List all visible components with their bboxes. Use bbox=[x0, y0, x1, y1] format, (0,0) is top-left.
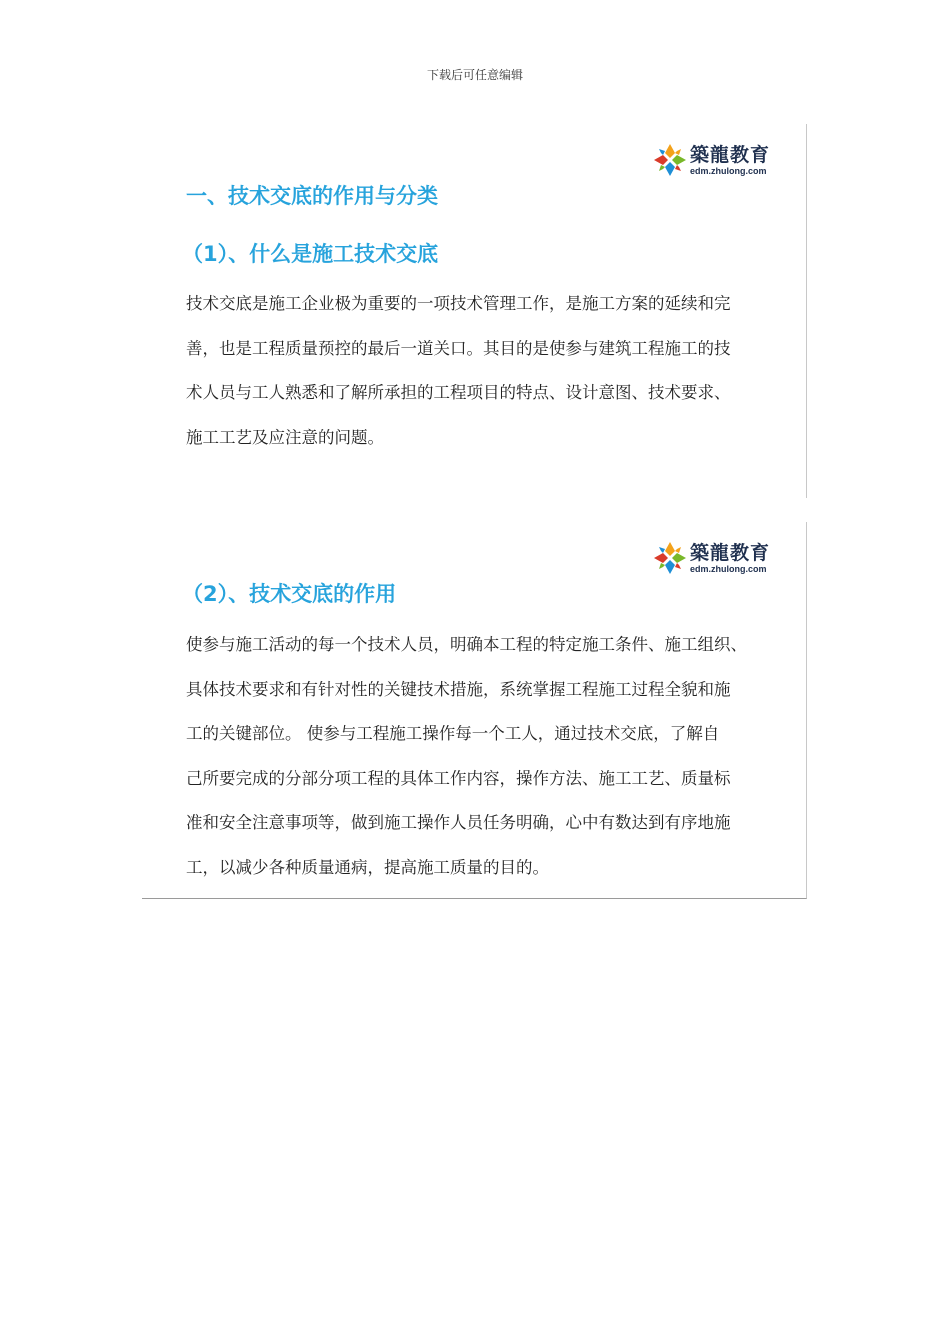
zhulong-logo bbox=[652, 140, 780, 180]
slide-2 bbox=[142, 522, 807, 899]
logo-chinese-name: 築龍教育 bbox=[690, 144, 771, 166]
logo-url: edm.zhulong.com bbox=[690, 166, 767, 176]
slide1-line: 善，也是工程质量预控的最后一道关口。其目的是使参与建筑工程施工的技 bbox=[186, 338, 731, 358]
logo-url: edm.zhulong.com bbox=[690, 564, 767, 574]
slide2-line: 具体技术要求和有针对性的关键技术措施，系统掌握工程施工过程全貌和施 bbox=[186, 679, 731, 699]
slide1-paragraph bbox=[186, 282, 802, 460]
slide1-line: 施工工艺及应注意的问题。 bbox=[186, 427, 384, 447]
zhulong-logo bbox=[652, 538, 780, 578]
slide2-line: 使参与施工活动的每一个技术人员，明确本工程的特定施工条件、施工组织、 bbox=[186, 635, 747, 654]
slide2-line: 工，以减少各种质量通病，提高施工质量的目的。 bbox=[186, 857, 549, 877]
slide1-line: 技术交底是施工企业极为重要的一项技术管理工作，是施工方案的延续和完 bbox=[186, 294, 731, 313]
page-header: 下载后可任意编辑 bbox=[426, 68, 523, 82]
slide2-line: 工的关键部位。 使参与工程施工操作每一个工人，通过技术交底，了解自 bbox=[186, 724, 720, 743]
slide2-line: 准和安全注意事项等，做到施工操作人员任务明确，心中有数达到有序地施 bbox=[186, 813, 731, 832]
slide1-line: 术人员与工人熟悉和了解所承担的工程项目的特点、设计意图、技术要求、 bbox=[186, 383, 731, 402]
slide2-subheading: （2）、技术交底的作用 bbox=[182, 582, 397, 606]
zhulong-logo-icon bbox=[652, 142, 688, 178]
slide-1 bbox=[142, 124, 807, 498]
slide1-heading: 一、技术交底的作用与分类 bbox=[186, 184, 438, 208]
zhulong-logo-icon bbox=[652, 540, 688, 576]
logo-chinese-name: 築龍教育 bbox=[690, 542, 771, 564]
slide2-paragraph bbox=[186, 623, 802, 890]
slide1-subheading: （1）、什么是施工技术交底 bbox=[182, 242, 439, 266]
slide2-line: 己所要完成的分部分项工程的具体工作内容，操作方法、施工工艺、质量标 bbox=[186, 768, 731, 788]
